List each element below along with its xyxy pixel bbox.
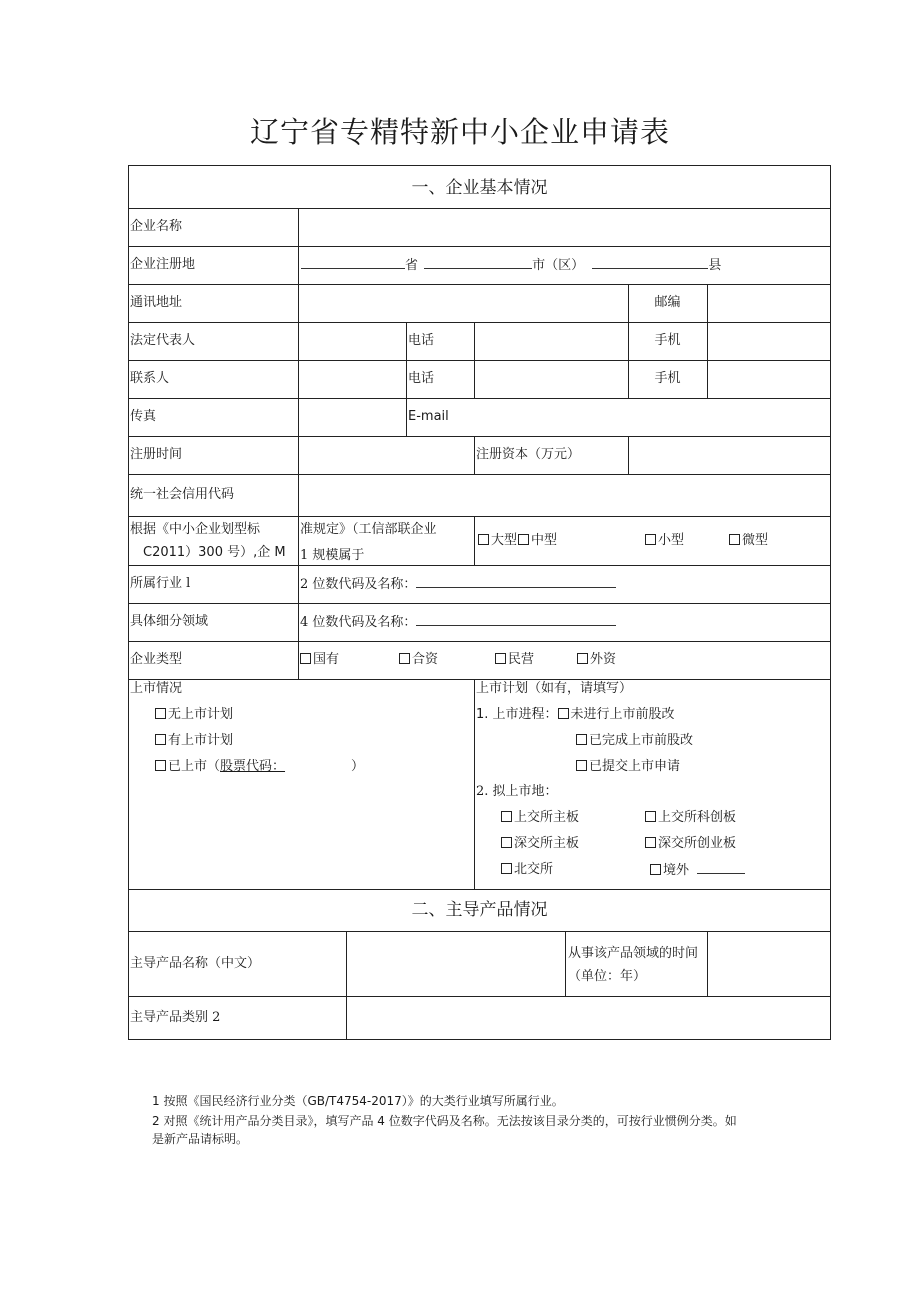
label-venue: 2. 拟上市地： <box>476 784 558 799</box>
checkbox[interactable] <box>300 653 311 664</box>
footnote-2-line-2: 是新产品请标明。 <box>152 1132 249 1146</box>
label-credit-code: 统一社会信用代码 <box>130 487 235 502</box>
label-fax: 传真 <box>130 409 157 424</box>
checkbox[interactable] <box>645 811 656 822</box>
label-legal-rep: 法定代表人 <box>130 333 196 348</box>
progress-option-completed[interactable]: 已完成上市前股改 <box>576 733 693 749</box>
label-postcode: 邮编 <box>654 295 681 310</box>
county-label: 县 <box>708 258 722 273</box>
label-subfield: 具体细分领域 <box>130 614 209 629</box>
subfield-code-field[interactable]: 4 位数代码及名称： <box>300 614 616 631</box>
progress-option-submitted[interactable]: 已提交上市申请 <box>576 759 680 775</box>
listing-option-none[interactable]: 无上市计划 <box>155 707 233 723</box>
scale-text-2: C2011）300 号）,企 M <box>143 545 286 560</box>
label-reg-time: 注册时间 <box>130 447 183 462</box>
email-field[interactable] <box>476 399 829 435</box>
contact-mobile-field[interactable] <box>709 361 829 397</box>
scale-option-micro[interactable]: 微型 <box>729 533 768 549</box>
footnote-2-line-1: 2 对照《统计用产品分类目录》，填写产品 4 位数字代码及名称。无法按该目录分类的，可按行业惯例分类。如 <box>152 1114 737 1128</box>
label-listing-status: 上市情况 <box>130 681 183 696</box>
type-option-foreign[interactable]: 外资 <box>577 652 616 668</box>
legal-rep-phone-field[interactable] <box>476 323 627 359</box>
label-field-time-1: 从事该产品领域的时间 <box>568 946 699 961</box>
checkbox[interactable] <box>645 534 656 545</box>
checkbox[interactable] <box>558 708 569 719</box>
label-email: E-mail <box>408 409 449 424</box>
label-contact: 联系人 <box>130 371 170 386</box>
type-option-joint[interactable]: 合资 <box>399 652 438 668</box>
credit-code-field[interactable] <box>300 475 829 515</box>
contact-field[interactable] <box>300 361 405 397</box>
application-form <box>128 165 831 1040</box>
label-company-name: 企业名称 <box>130 219 183 234</box>
venue-option-szse-main[interactable]: 深交所主板 <box>501 836 579 852</box>
type-option-private[interactable]: 民营 <box>495 652 534 668</box>
page-title: 辽宁省专精特新中小企业申请表 <box>249 115 670 149</box>
reg-capital-field[interactable] <box>709 437 829 473</box>
industry-code-field[interactable]: 2 位数代码及名称： <box>300 576 616 593</box>
label-reg-place: 企业注册地 <box>130 257 196 272</box>
checkbox[interactable] <box>501 863 512 874</box>
checkbox[interactable] <box>650 864 661 875</box>
label-contact-phone: 电话 <box>408 371 435 386</box>
label-reg-capital: 注册资本（万元） <box>476 447 581 462</box>
legal-rep-field[interactable] <box>300 323 405 359</box>
checkbox[interactable] <box>399 653 410 664</box>
scale-option-small[interactable]: 小型 <box>645 533 684 549</box>
checkbox[interactable] <box>155 734 166 745</box>
checkbox[interactable] <box>155 760 166 771</box>
section-heading-basic: 一、企业基本情况 <box>411 178 548 198</box>
legal-rep-mobile-field[interactable] <box>709 323 829 359</box>
product-category-field[interactable] <box>348 997 829 1039</box>
venue-option-bse[interactable]: 北交所 <box>501 862 553 878</box>
checkbox[interactable] <box>155 708 166 719</box>
listing-option-listed[interactable]: 已上市（股票代码： ） <box>155 759 364 775</box>
listing-progress-row: 1. 上市进程： 未进行上市前股改 <box>476 707 675 722</box>
checkbox[interactable] <box>501 811 512 822</box>
label-legal-rep-phone: 电话 <box>408 333 435 348</box>
fax-field[interactable] <box>300 399 405 435</box>
scale-option-large[interactable]: 大型 <box>478 533 517 549</box>
type-option-state[interactable]: 国有 <box>300 652 339 668</box>
address-field[interactable] <box>300 285 627 321</box>
progress-option-not-started[interactable]: 未进行上市前股改 <box>558 707 675 722</box>
reg-place-field[interactable] <box>301 257 721 274</box>
field-time-field[interactable] <box>709 932 829 995</box>
product-name-field[interactable] <box>348 932 564 995</box>
label-legal-rep-mobile: 手机 <box>654 333 681 348</box>
contact-phone-field[interactable] <box>476 361 627 397</box>
checkbox[interactable] <box>478 534 489 545</box>
company-name-field[interactable] <box>300 209 829 245</box>
label-field-time-2: （单位：年） <box>568 969 647 984</box>
checkbox[interactable] <box>576 760 587 771</box>
venue-option-overseas[interactable]: 境外 <box>650 862 745 879</box>
section-heading-product: 二、主导产品情况 <box>411 900 548 920</box>
checkbox[interactable] <box>501 837 512 848</box>
checkbox[interactable] <box>729 534 740 545</box>
venue-option-szse-gem[interactable]: 深交所创业板 <box>645 836 736 852</box>
stock-code-label: 股票代码： <box>220 759 286 774</box>
checkbox[interactable] <box>576 734 587 745</box>
label-product-category: 主导产品类别 2 <box>130 1010 221 1025</box>
checkbox[interactable] <box>577 653 588 664</box>
scale-text-1: 根据《中小企业划型标 <box>130 522 261 537</box>
footnote-1: 1 按照《国民经济行业分类（GB/T4754-2017）》的大类行业填写所属行业。 <box>152 1094 564 1108</box>
province-label: 省 <box>405 258 419 273</box>
scale-text-4: 1 规模属于 <box>300 548 365 563</box>
label-address: 通讯地址 <box>130 295 183 310</box>
city-label: 市（区） <box>532 258 585 273</box>
checkbox[interactable] <box>495 653 506 664</box>
venue-option-sse-star[interactable]: 上交所科创板 <box>645 810 736 826</box>
checkbox[interactable] <box>518 534 529 545</box>
listing-option-planned[interactable]: 有上市计划 <box>155 733 233 749</box>
venue-option-sse-main[interactable]: 上交所主板 <box>501 810 579 826</box>
scale-option-medium[interactable]: 中型 <box>518 533 557 549</box>
reg-time-field[interactable] <box>300 437 473 473</box>
postcode-field[interactable] <box>709 285 829 321</box>
label-company-type: 企业类型 <box>130 652 183 667</box>
checkbox[interactable] <box>645 837 656 848</box>
scale-text-3: 准规定》（工信部联企业 <box>300 522 437 537</box>
label-industry: 所属行业 l <box>130 576 191 591</box>
label-contact-mobile: 手机 <box>654 371 681 386</box>
label-listing-plan: 上市计划（如有，请填写） <box>476 681 633 696</box>
label-product-name: 主导产品名称（中文） <box>130 956 261 971</box>
